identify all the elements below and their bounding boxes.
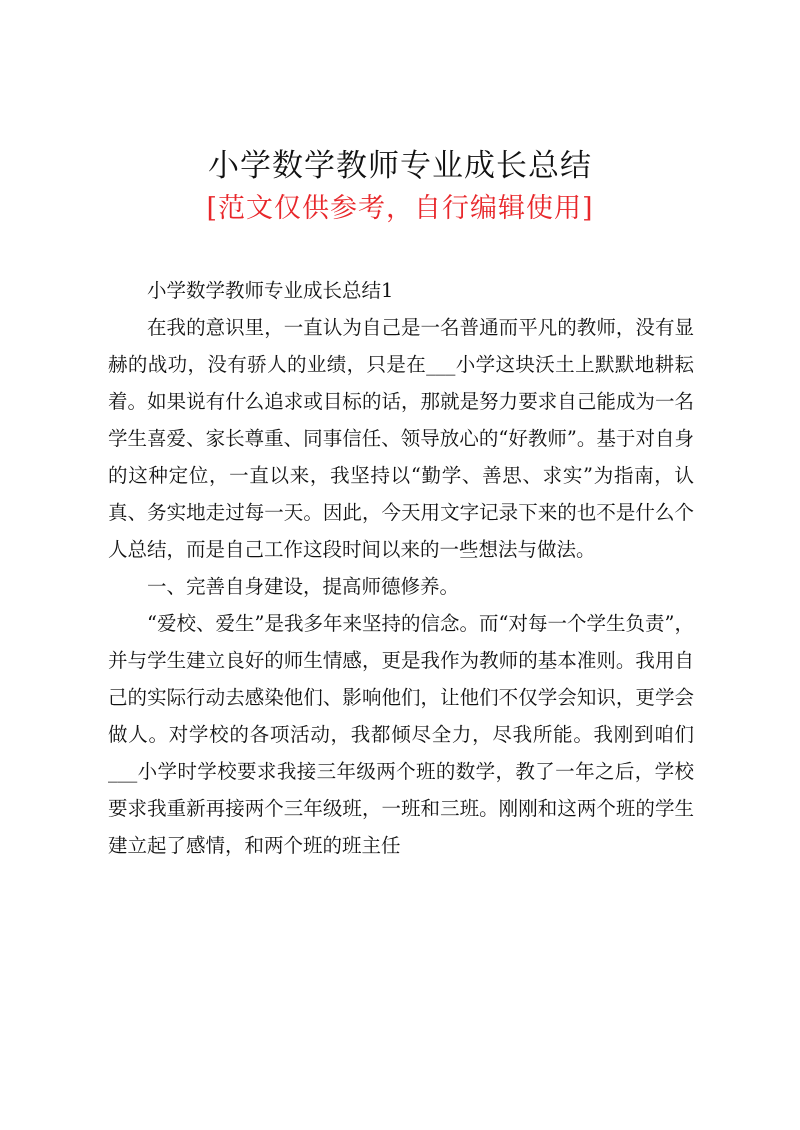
paragraph-3: “爱校、爱生”是我多年来坚持的信念。而“对每一个学生负责”，并与学生建立良好的师生情感，更是我作为教师的基本准则。我用自己的实际行动去感染他们、影响他们，让他们不仅学会知识，更学会做人。对学校的各项活动，我都倾尽全力，尽我所能。我刚到咱们___小学时学校要求我接三年级两个班的数学，教了一年之后，学校要求我重新再接两个三年级班，一班和三班。刚刚和这两个班的学生建立起了感情，和两个班的班主任 xyxy=(108,612,694,857)
section-heading: 小学数学教师专业成长总结1 xyxy=(147,279,394,302)
document-subtitle: [范文仅供参考，自行编辑使用] xyxy=(206,193,594,224)
paragraph-1: 在我的意识里，一直认为自己是一名普通而平凡的教师，没有显赫的战功，没有骄人的业绩，只是在___小学这块沃土上默默地耕耘着。如果说有什么追求或目标的话，那就是努力要求自己能成为一名学生喜爱、家长尊重、同事信任、领导放心的“好教师”。基于对自身的这种定位，一直以来，我坚持以“勤学、善思、求实”为指南，认真、务实地走过每一天。因此，今天用文字记录下来的也不是什么个人总结，而是自己工作这段时间以来的一些想法与做法。 xyxy=(108,316,694,561)
paragraph-2-heading: 一、完善自身建设，提高师德修养。 xyxy=(147,575,460,598)
document-body xyxy=(108,272,694,864)
document-title: 小学数学教师专业成长总结 xyxy=(208,148,592,184)
